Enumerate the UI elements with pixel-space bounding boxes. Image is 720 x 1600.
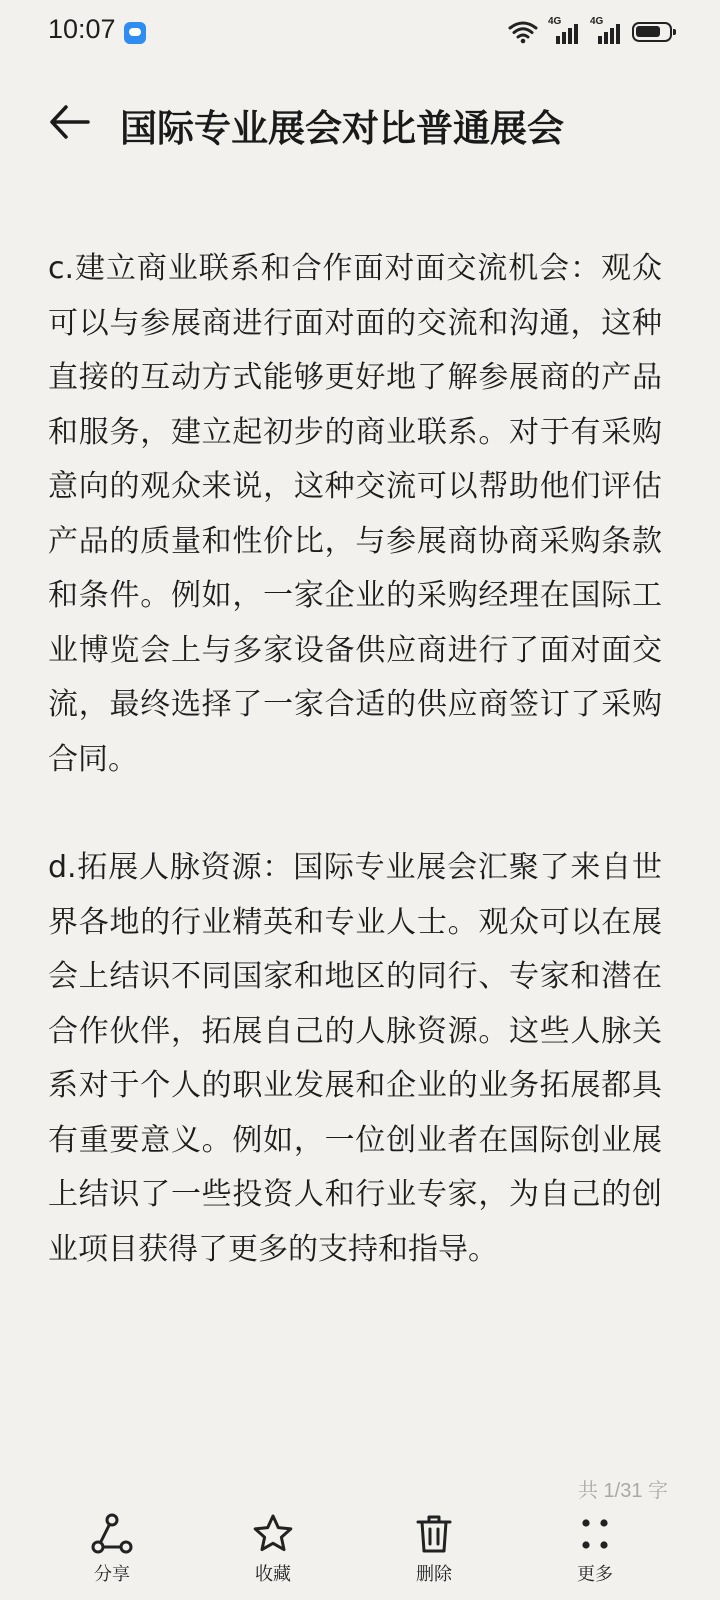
more-label: 更多 [577,1564,613,1585]
paragraph: d.拓展人脉资源：国际专业展会汇聚了来自世界各地的行业精英和专业人士。观众可以在展会上结识不同国家和地区的同行、专家和潜在合作伙伴，拓展自己的人脉资源。这些人脉关系对于个人的职业发展和企业的业务拓展都具有重要意义。例如，一位创业者在国际创业展上结识了一些投资人和行业专家，为自己的创业项目获得了更多的支持和指导。 [48,850,662,1267]
word-count: 共 1/31 字 [578,1480,669,1502]
status-time: 10:07 [48,14,116,44]
network-type-label: 4G [590,16,604,27]
page-title: 国际专业展会对比普通展会 [120,107,564,150]
arrow-left-icon [44,96,96,148]
message-notification-icon [124,22,146,44]
share-label: 分享 [94,1564,130,1585]
trash-icon [412,1512,456,1556]
bottom-toolbar [0,1500,720,1600]
delete-label: 删除 [416,1564,452,1585]
wifi-icon [508,20,538,44]
favorite-label: 收藏 [255,1564,291,1585]
star-icon [251,1512,295,1556]
more-button[interactable] [540,1512,650,1596]
share-icon [90,1512,134,1556]
signal-icon [590,16,622,44]
paragraph: c.建立商业联系和合作面对面交流机会：观众可以与参展商进行面对面的交流和沟通，这种直接的互动方式能够更好地了解参展商的产品和服务，建立起初步的商业联系。对于有采购意向的观众来说，这种交流可以帮助他们评估产品的质量和性价比，与参展商协商采购条款和条件。例如，一家企业的采购经理在国际工业博览会上与多家设备供应商进行了面对面交流，最终选择了一家合适的供应商签订了采购合同。 [48,251,662,777]
status-bar [0,0,720,66]
back-button[interactable] [44,96,96,148]
favorite-button[interactable] [218,1512,328,1596]
signal-icon [548,16,580,44]
delete-button[interactable] [379,1512,489,1596]
share-button[interactable] [57,1512,167,1596]
network-type-label: 4G [548,16,562,27]
more-icon [573,1512,617,1556]
battery-icon [632,22,672,42]
status-icons [508,18,672,46]
header [0,86,720,158]
note-body[interactable] [48,242,662,1277]
